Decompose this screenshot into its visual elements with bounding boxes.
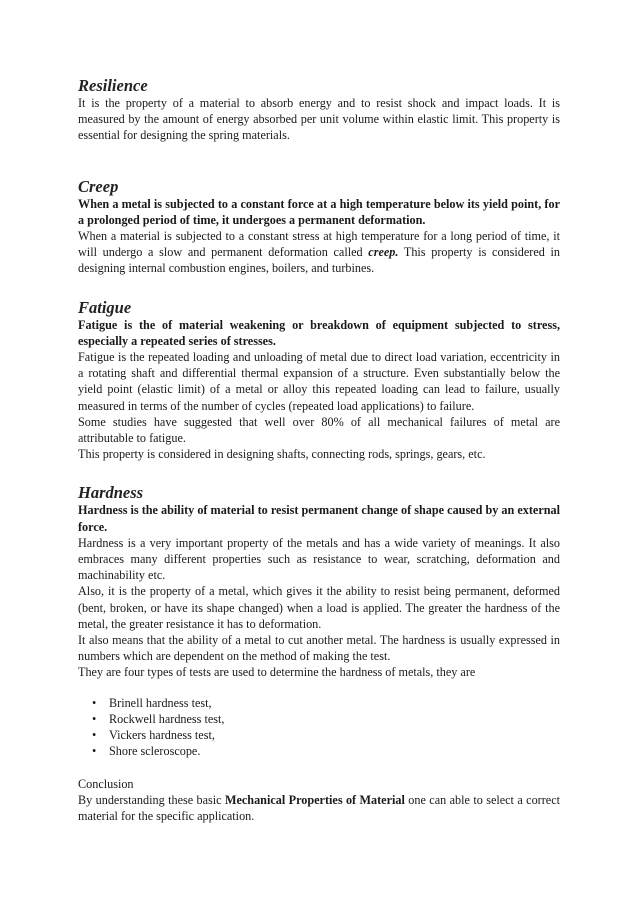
list-item-label: Brinell hardness test, xyxy=(109,695,212,710)
hardness-text-2: Also, it is the property of a metal, which gives it the ability to resist being permanent, deformed (bent, broken, or have its shape changed) when a load is applied. The greater the hardness of the metal, the greater resistance it has to deformation. xyxy=(78,584,560,631)
creep-emphasis: creep. xyxy=(368,245,399,260)
hardness-text-3: It also means that the ability of a metal to cut another metal. The hardness is usually expressed in numbers which are dependent on the method of making the test. xyxy=(78,633,560,664)
conclusion-text-after: one can able to select a correct material for the specific application. xyxy=(78,792,560,823)
heading-fatigue: Fatigue xyxy=(78,297,132,317)
hardness-definition: Hardness is the ability of material to resist permanent change of shape caused by an external force. xyxy=(78,503,560,534)
heading-resilience: Resilience xyxy=(78,76,148,95)
section-resilience xyxy=(78,76,560,144)
list-item-label: Shore scleroscope. xyxy=(109,744,201,759)
creep-text-after: This property is considered in designing internal combustion engines, boilers, and turbines. xyxy=(78,245,560,276)
conclusion-title: Conclusion xyxy=(78,776,134,791)
fatigue-text-2: Some studies have suggested that well over 80% of all mechanical failures of metal are attributable to fatigue. xyxy=(78,414,560,446)
list-item xyxy=(92,727,560,743)
section-conclusion xyxy=(78,776,560,825)
section-fatigue xyxy=(78,298,560,463)
hardness-test-list xyxy=(78,695,560,760)
fatigue-text-1: Fatigue is the repeated loading and unloading of metal due to direct load variation, eccentricity in a rotating shaft and differential thermal expansion of a structure. Even substantially below the yield point (elastic limit) of a metal or alloy this repeated loading can lead to failure, usually measured in terms of the number of cycles (repeated load applications) to failure. xyxy=(78,350,560,413)
list-item-label: Rockwell hardness test, xyxy=(109,711,225,726)
list-item xyxy=(92,711,560,727)
section-hardness xyxy=(78,483,560,759)
heading-creep: Creep xyxy=(78,176,119,196)
bullet-icon: • xyxy=(92,711,97,726)
creep-definition: When a metal is subjected to a constant force at a high temperature below its yield point, for a prolonged period of time, it undergoes a permanent deformation. xyxy=(78,196,560,227)
hardness-text-4: They are four types of tests are used to determine the hardness of metals, they are xyxy=(78,665,476,680)
document-page xyxy=(78,76,560,824)
bullet-icon: • xyxy=(92,744,97,759)
resilience-text: It is the property of a material to absorb energy and to resist shock and impact loads. It is measured by the amount of energy absorbed per unit volume within elastic limit. This property is essential for designing the spring materials. xyxy=(78,96,560,143)
creep-text xyxy=(78,228,560,277)
conclusion-bold-term: Mechanical Properties of Material xyxy=(224,792,405,807)
section-creep xyxy=(78,177,560,277)
list-item xyxy=(92,695,560,711)
conclusion-text-before: By understanding these basic xyxy=(78,792,225,807)
list-item-label: Vickers hardness test, xyxy=(109,728,215,743)
conclusion-text xyxy=(78,792,560,824)
creep-text-before: When a material is subjected to a constant stress at high temperature for a long period of time, it will undergo a slow and permanent deformation called xyxy=(78,229,560,260)
list-item xyxy=(92,743,560,759)
bullet-icon: • xyxy=(92,728,97,743)
fatigue-definition: Fatigue is the of material weakening or breakdown of equipment subjected to stress, especially a repeated series of stresses. xyxy=(78,317,560,348)
heading-hardness: Hardness xyxy=(78,483,144,503)
bullet-icon: • xyxy=(92,695,97,710)
hardness-text-1: Hardness is a very important property of the metals and has a wide variety of meanings. It also embraces many different properties such as resistance to wear, scratching, deformation and machinability etc. xyxy=(78,535,560,583)
fatigue-text-3: This property is considered in designing shafts, connecting rods, springs, gears, etc. xyxy=(78,447,486,462)
